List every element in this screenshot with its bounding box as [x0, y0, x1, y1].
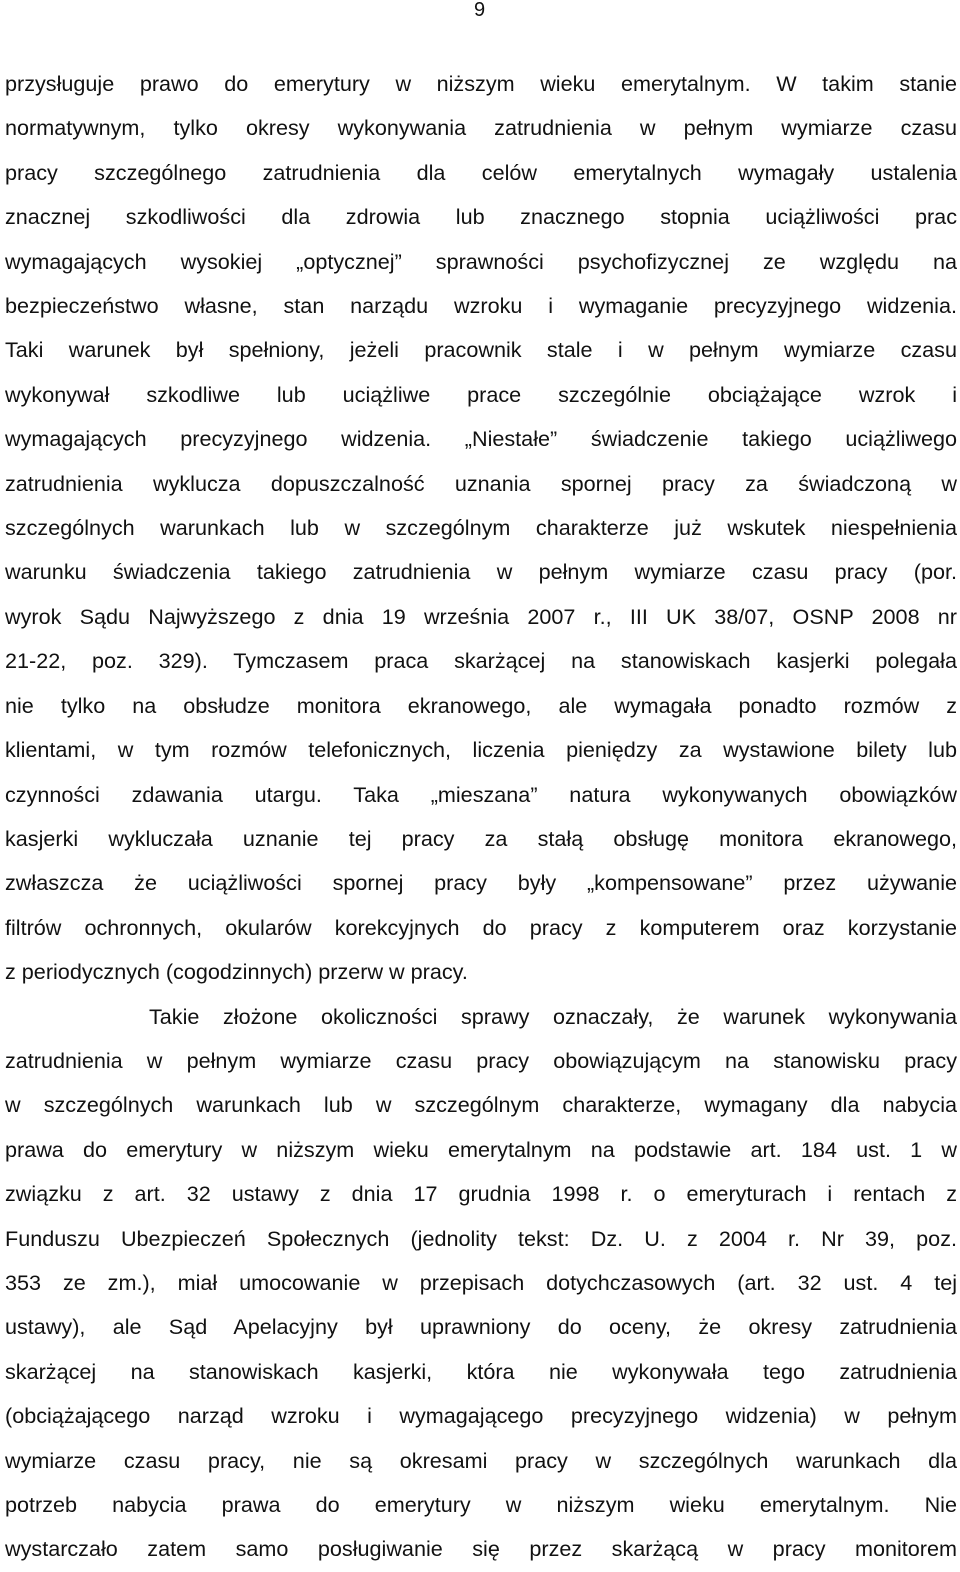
text-line: prawa do emerytury w niższym wieku emerytalnym na podstawie art. 184 ust. 1 w — [5, 1136, 957, 1162]
text-line: związku z art. 32 ustawy z dnia 17 grudnia 1998 r. o emeryturach i rentach z — [5, 1181, 957, 1207]
text-line: wyrok Sądu Najwyższego z dnia 19 września 2007 r., III UK 38/07, OSNP 2008 nr — [5, 603, 957, 629]
text-line: Takie złożone okoliczności sprawy oznaczały, że warunek wykonywania — [149, 1003, 957, 1029]
text-line: zatrudnienia wyklucza dopuszczalność uznania spornej pracy za świadczoną w — [5, 470, 957, 496]
text-line: z periodycznych (cogodzinnych) przerw w pracy. — [5, 959, 468, 985]
text-line: pracy szczególnego zatrudnienia dla celów emerytalnych wymagały ustalenia — [5, 159, 957, 185]
text-line: w szczególnych warunkach lub w szczególnym charakterze, wymagany dla nabycia — [5, 1092, 957, 1118]
text-line: zatrudnienia w pełnym wymiarze czasu pracy obowiązującym na stanowisku pracy — [5, 1047, 957, 1073]
text-line: znacznej szkodliwości dla zdrowia lub znacznego stopnia uciążliwości prac — [5, 204, 957, 230]
text-line: przysługuje prawo do emerytury w niższym wieku emerytalnym. W takim stanie — [5, 71, 957, 96]
text-line: potrzeb nabycia prawa do emerytury w niższym wieku emerytalnym. Nie — [5, 1492, 957, 1517]
text-line: skarżącej na stanowiskach kasjerki, która nie wykonywała tego zatrudnienia — [5, 1358, 957, 1384]
text-line: zwłaszcza że uciążliwości spornej pracy były „kompensowane” przez używanie — [5, 870, 957, 896]
text-line: wymagających precyzyjnego widzenia. „Niestałe” świadczenie takiego uciążliwego — [5, 426, 957, 452]
page-number: 9 — [474, 0, 486, 21]
text-line: warunku świadczenia takiego zatrudnienia w pełnym wymiarze czasu pracy (por. — [5, 559, 957, 585]
text-line: czynności zdawania utargu. Taka „mieszana” natura wykonywanych obowiązków — [5, 781, 957, 807]
text-line: (obciążającego narząd wzroku i wymagającego precyzyjnego widzenia) w pełnym — [5, 1403, 957, 1429]
text-line: 21-22, poz. 329). Tymczasem praca skarżącej na stanowiskach kasjerki polegała — [5, 648, 957, 674]
text-line: wymagających wysokiej „optycznej” sprawności psychofizycznej ze względu na — [5, 248, 957, 274]
document-body — [5, 62, 957, 1572]
text-line: normatywnym, tylko okresy wykonywania zatrudnienia w pełnym wymiarze czasu — [5, 115, 957, 141]
text-line: filtrów ochronnych, okularów korekcyjnych do pracy z komputerem oraz korzystanie — [5, 914, 957, 940]
text-line: ustawy), ale Sąd Apelacyjny był uprawniony do oceny, że okresy zatrudnienia — [5, 1314, 957, 1340]
text-line: wystarczało zatem samo posługiwanie się przez skarżącą w pracy monitorem — [5, 1536, 957, 1562]
text-line: wymiarze czasu pracy, nie są okresami pracy w szczególnych warunkach dla — [5, 1447, 957, 1473]
text-line: kasjerki wykluczała uznanie tej pracy za stałą obsługę monitora ekranowego, — [5, 825, 957, 851]
text-line: nie tylko na obsłudze monitora ekranowego, ale wymagała ponadto rozmów z — [5, 692, 957, 718]
text-line: klientami, w tym rozmów telefonicznych, liczenia pieniędzy za wystawione bilety lub — [5, 737, 957, 763]
text-line: Taki warunek był spełniony, jeżeli pracownik stale i w pełnym wymiarze czasu — [5, 337, 957, 363]
text-line: Funduszu Ubezpieczeń Społecznych (jednolity tekst: Dz. U. z 2004 r. Nr 39, poz. — [5, 1225, 957, 1251]
text-line: wykonywał szkodliwe lub uciążliwe prace szczególnie obciążające wzrok i — [5, 381, 957, 407]
text-line: 353 ze zm.), miał umocowanie w przepisach dotychczasowych (art. 32 ust. 4 tej — [5, 1269, 957, 1295]
text-line: bezpieczeństwo własne, stan narządu wzroku i wymaganie precyzyjnego widzenia. — [5, 293, 957, 319]
text-line: szczególnych warunkach lub w szczególnym charakterze już wskutek niespełnienia — [5, 515, 957, 541]
